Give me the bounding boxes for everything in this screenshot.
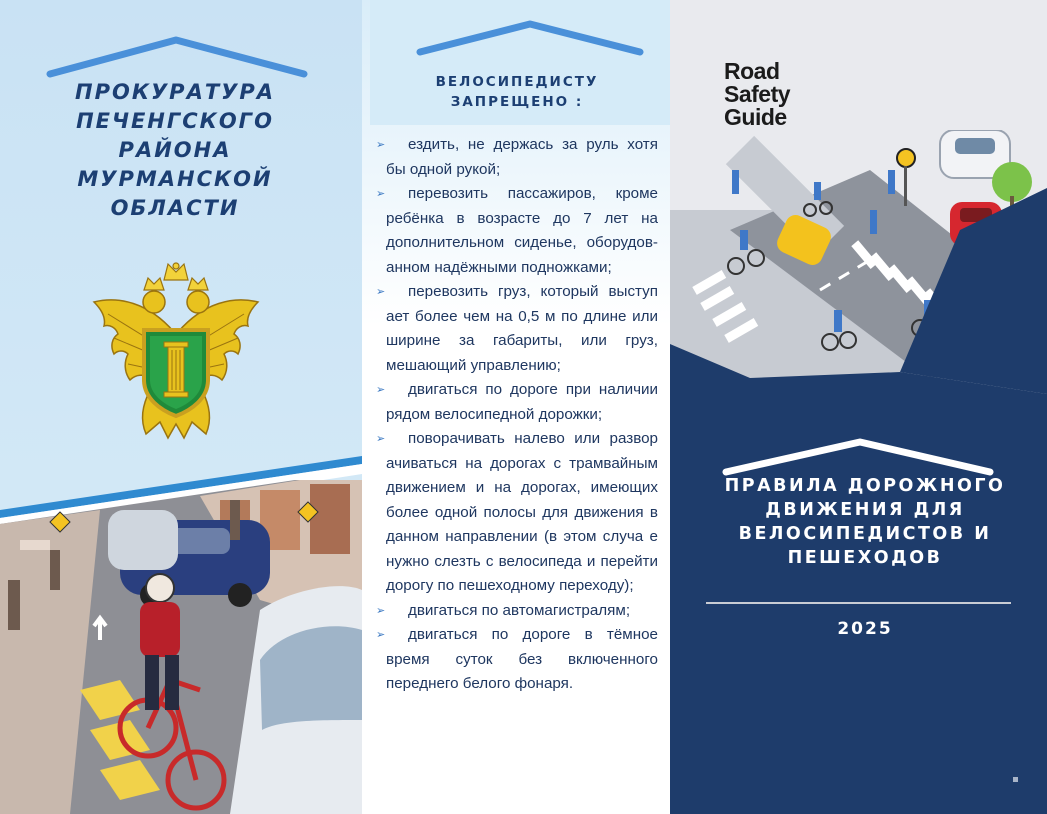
arrow-bullet-icon: ➢	[376, 139, 386, 151]
arrow-bullet-icon: ➢	[376, 433, 386, 445]
middle-panel	[362, 0, 670, 814]
arrow-bullet-icon: ➢	[376, 604, 386, 617]
right-panel	[670, 0, 1047, 814]
arrow-bullet-icon: ➢	[376, 188, 386, 200]
brochure-title: ПРАВИЛА ДОРОЖНОГО ДВИЖЕНИЯ ДЛЯ ВЕЛОСИПЕДИСТОВ И ПЕШЕХОДОВ	[724, 476, 1006, 568]
roof-icon	[46, 36, 308, 78]
left-panel	[0, 0, 362, 814]
arrow-bullet-icon: ➢	[376, 286, 386, 298]
decorative-dot	[1013, 777, 1018, 782]
prohibitions-list	[378, 133, 658, 697]
list-item: ➢ двигаться по дороге при наличии рядом велосипедной дорожки;	[378, 378, 658, 427]
year-label: 2025	[837, 619, 893, 639]
cyclist-street-illustration	[0, 480, 362, 814]
prosecutor-eagle-emblem-icon	[88, 262, 264, 446]
list-item: ➢ поворачивать налево или развор ачиваться на дорогах с трамвайным движением и на дорогах, имеющих более одной полосы для движения в данном направлении (в этом случа е нужно слезть с велосипеда и перейти дорогу по пешеходному переходу);	[378, 427, 658, 599]
prohibitions-heading: ВЕЛОСИПЕДИСТУ ЗАПРЕЩЕНО :	[435, 74, 599, 110]
divider	[706, 602, 1011, 604]
list-item: ➢ двигаться по дороге в тёмное время суток без включенного переднего белого фонаря.	[378, 623, 658, 697]
road-safety-guide-logo: Road Safety Guide	[724, 58, 791, 130]
arrow-bullet-icon: ➢	[376, 384, 386, 396]
roof-icon	[416, 20, 644, 58]
navy-background-shape	[670, 0, 1047, 814]
organization-title: ПРОКУРАТУРА ПЕЧЕНГСКОГО РАЙОНА МУРМАНСКОЙ ОБЛАСТИ	[75, 80, 275, 220]
list-item: ➢ перевозить пассажиров, кроме ребёнка в возрасте до 7 лет на дополнительном сиденье, оборудов-анном надёжными подножками;	[378, 182, 658, 280]
list-item: ➢ перевозить груз, который выступ ает более чем на 0,5 м по длине или ширине за габариты, или груз, мешающий управлению;	[378, 280, 658, 378]
arrow-bullet-icon: ➢	[376, 629, 386, 641]
list-item: ➢ двигаться по автомагистралям;	[378, 599, 658, 624]
list-item: ➢ ездить, не держась за руль хотя бы одной рукой;	[378, 133, 658, 182]
